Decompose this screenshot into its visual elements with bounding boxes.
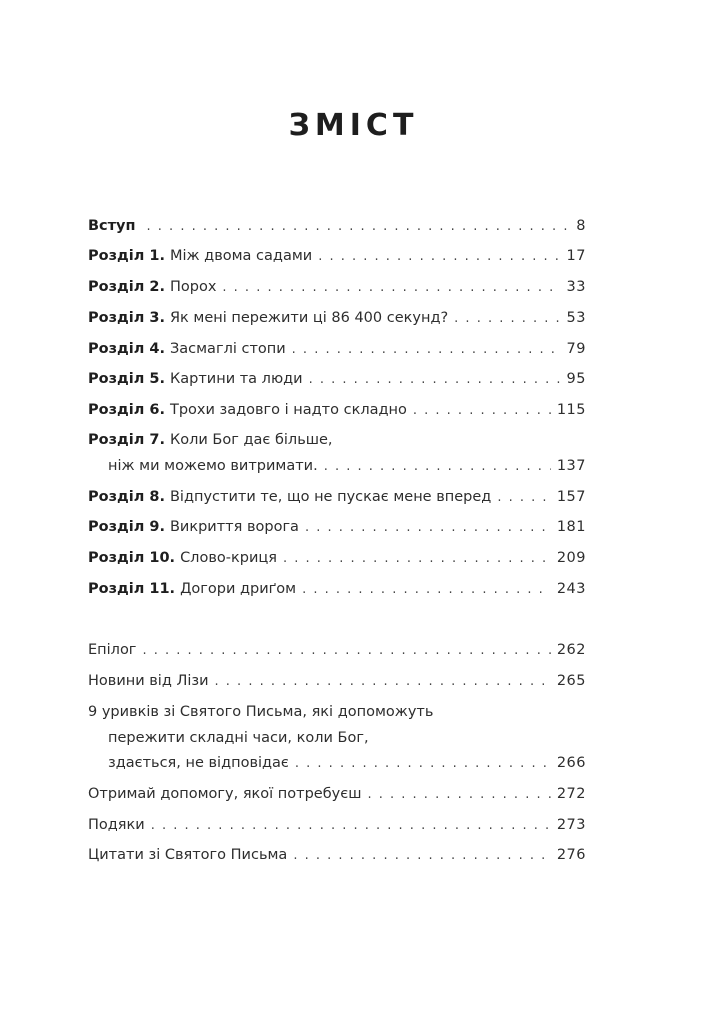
toc-entry-chapter-8[interactable] — [88, 487, 586, 513]
toc-label: Розділ 6. — [88, 402, 165, 418]
page-number: 95 — [566, 371, 586, 387]
toc-title: Новини від Лізи — [88, 673, 209, 689]
toc-entry-chapter-9[interactable] — [88, 517, 586, 543]
toc-title: Як мені пережити ці 86 400 секунд? — [169, 310, 449, 326]
toc-entry-chapter-2[interactable] — [88, 277, 586, 303]
page-number: 8 — [576, 218, 586, 234]
dot-leader — [367, 785, 550, 805]
toc-label: Розділ 7. — [88, 432, 165, 448]
toc-label: Розділ 8. — [88, 489, 165, 505]
page-number: 276 — [556, 847, 586, 863]
dot-leader — [295, 754, 551, 774]
toc-entry-chapter-5[interactable] — [88, 369, 586, 395]
toc-title: Коли Бог дає більше, — [169, 432, 333, 448]
dot-leader — [151, 816, 551, 836]
page-number: 243 — [556, 581, 586, 597]
page-number: 181 — [556, 519, 586, 535]
toc-title: Порох — [169, 279, 217, 295]
toc-entry-chapter-10[interactable] — [88, 548, 586, 574]
dot-leader — [292, 340, 561, 360]
toc-label: Розділ 11. — [88, 581, 176, 597]
page-number: 266 — [556, 755, 586, 771]
page-number: 53 — [566, 310, 586, 326]
page-number: 262 — [556, 642, 586, 658]
toc-title: Викриття ворога — [169, 519, 299, 535]
toc-title: Слово-криця — [180, 550, 277, 566]
dot-leader — [293, 846, 550, 866]
toc-entry-chapter-11[interactable] — [88, 579, 586, 605]
toc-label: Розділ 9. — [88, 519, 165, 535]
toc-label: Розділ 1. — [88, 248, 165, 264]
toc-label: Розділ 3. — [88, 310, 165, 326]
dot-leader — [215, 672, 551, 692]
toc-title-continuation: ніж ми можемо витримати. — [108, 457, 318, 474]
dot-leader — [142, 641, 550, 661]
toc-title: Догори дриґом — [180, 581, 297, 597]
toc-title-continuation: пережити складні часи, коли Бог, — [108, 729, 369, 746]
toc-title: Отримай допомогу, якої потребуєш — [88, 786, 362, 802]
toc-entry-news-from-lysa[interactable] — [88, 671, 586, 697]
toc-label: Розділ 5. — [88, 371, 165, 387]
page-number: 209 — [556, 550, 586, 566]
page-number: 79 — [566, 341, 586, 357]
dot-leader — [318, 247, 560, 267]
page-number: 273 — [556, 817, 586, 833]
dot-leader — [324, 457, 551, 477]
dot-leader — [454, 309, 560, 329]
toc-title: Відпустити те, що не пускає мене вперед — [169, 489, 492, 505]
page-number: 272 — [556, 786, 586, 802]
dot-leader — [497, 488, 551, 508]
page-number: 157 — [556, 489, 586, 505]
toc-entry-get-help[interactable] — [88, 784, 586, 810]
page-number: 137 — [556, 457, 586, 474]
toc-entry-scripture-passages[interactable] — [88, 702, 586, 779]
page-number: 17 — [566, 248, 586, 264]
dot-leader — [309, 370, 561, 390]
toc-entry-scripture-quotes[interactable] — [88, 845, 586, 871]
toc-label: Розділ 10. — [88, 550, 176, 566]
toc-label: Розділ 2. — [88, 279, 165, 295]
toc-entry-epilogue[interactable] — [88, 640, 586, 666]
dot-leader — [283, 549, 551, 569]
toc-entry-chapter-4[interactable] — [88, 339, 586, 365]
toc-title: Епілог — [88, 642, 137, 658]
page-number: 33 — [566, 279, 586, 295]
dot-leader — [302, 580, 551, 600]
toc-entry-chapter-6[interactable] — [88, 400, 586, 426]
toc-entry-chapter-3[interactable] — [88, 308, 586, 334]
toc-title-continuation: здається, не відповідає — [108, 755, 289, 771]
dot-leader — [147, 217, 571, 237]
toc-label: Розділ 4. — [88, 341, 165, 357]
toc-title: Цитати зі Святого Письма — [88, 847, 288, 863]
toc-title: Трохи задовго і надто складно — [169, 402, 407, 418]
page-number: 265 — [556, 673, 586, 689]
toc-title: Засмаглі стопи — [169, 341, 286, 357]
dot-leader — [222, 278, 560, 298]
toc-title: Картини та люди — [169, 371, 303, 387]
toc-entry-intro[interactable] — [88, 216, 586, 242]
toc-title: Подяки — [88, 817, 145, 833]
dot-leader — [413, 401, 551, 421]
toc-entry-chapter-1[interactable] — [88, 246, 586, 272]
toc-label: Вступ — [88, 218, 136, 234]
page-title: ЗМІСТ — [288, 108, 419, 143]
toc-title: Між двома садами — [169, 248, 313, 264]
toc-entry-chapter-7[interactable] — [88, 430, 586, 481]
toc-title: 9 уривків зі Святого Письма, які допоможуть — [88, 704, 434, 720]
dot-leader — [305, 518, 551, 538]
toc-entry-acknowledgments[interactable] — [88, 815, 586, 841]
page-number: 115 — [556, 402, 586, 418]
